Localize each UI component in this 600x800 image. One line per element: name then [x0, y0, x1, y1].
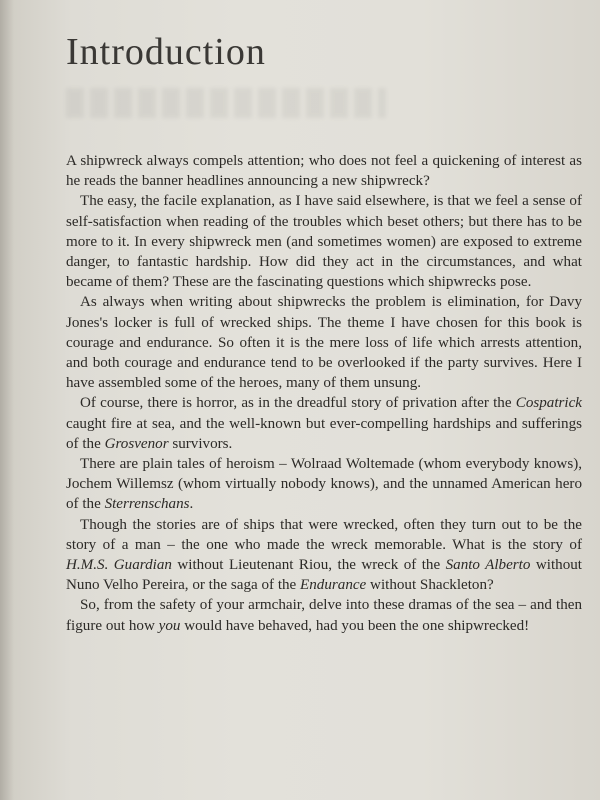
- text-run: Though the stories are of ships that were wrecked, often they turn out to be the story of a man – the one who made the wreck memorable. What is the story of: [66, 516, 582, 553]
- text-run: As always when writing about shipwrecks the problem is elimination, for Davy Jones's locker is full of wrecked ships. The theme I have chosen for this book is courage and endurance. So often it is the mere loss of life which arrests attention, and both courage and endurance tend to be overlooked if the party survives. Here I have assembled some of the heroes, many of them unsung.: [66, 294, 582, 392]
- italic-text: H.M.S. Guardian: [66, 557, 172, 574]
- text-run: without Shackleton?: [366, 577, 494, 594]
- text-run: So, from the safety of your armchair, delve into these dramas of the sea – and then figure out how: [66, 597, 582, 634]
- text-run: without Lieutenant Riou, the wreck of the: [171, 557, 446, 574]
- text-run: would have behaved, had you been the one shipwrecked!: [180, 617, 530, 634]
- paragraph: [66, 151, 582, 191]
- text-run: .: [189, 496, 194, 513]
- text-run: The easy, the facile explanation, as I have said elsewhere, is that we feel a sense of self-satisfaction when reading of the troubles which beset others; but there has to be more to it. In every shipwreck men (and sometimes women) are exposed to extreme danger, to fantastic hardship. How did they act in the circumstances, and what became of them? These are the fascinating questions which shipwrecks pose.: [66, 193, 582, 291]
- paragraph: [66, 393, 582, 454]
- text-run: survivors.: [168, 435, 233, 452]
- page-gutter-shadow: [0, 0, 14, 800]
- show-through-text: [66, 88, 386, 118]
- text-run: Of course, there is horror, as in the dreadful story of privation after the: [80, 395, 516, 412]
- text-run: without Nuno Velho Pereira, or the saga of the: [66, 557, 582, 594]
- paragraph: [66, 515, 582, 596]
- paragraph: [66, 454, 582, 515]
- text-run: caught fire at sea, and the well-known but ever-compelling hardships and sufferings of the: [66, 415, 582, 452]
- italic-text: Sterrenschans: [104, 496, 190, 513]
- paragraph: [66, 191, 582, 292]
- introduction-body: [66, 151, 582, 636]
- text-run: A shipwreck always compels attention; who does not feel a quickening of interest as he reads the banner headlines announcing a new shipwreck?: [66, 153, 582, 190]
- paragraph: [66, 292, 582, 393]
- italic-text: Endurance: [300, 577, 367, 594]
- italic-text: Santo Alberto: [445, 557, 531, 574]
- text-run: There are plain tales of heroism – Wolraad Woltemade (whom everybody knows), Jochem Willemsz (whom virtually nobody knows), and the unnamed American hero of the: [66, 456, 582, 513]
- paragraph: [66, 595, 582, 635]
- italic-text: you: [158, 617, 181, 634]
- page-title: Introduction: [66, 31, 266, 73]
- italic-text: Cospatrick: [515, 395, 582, 412]
- italic-text: Grosvenor: [104, 435, 169, 452]
